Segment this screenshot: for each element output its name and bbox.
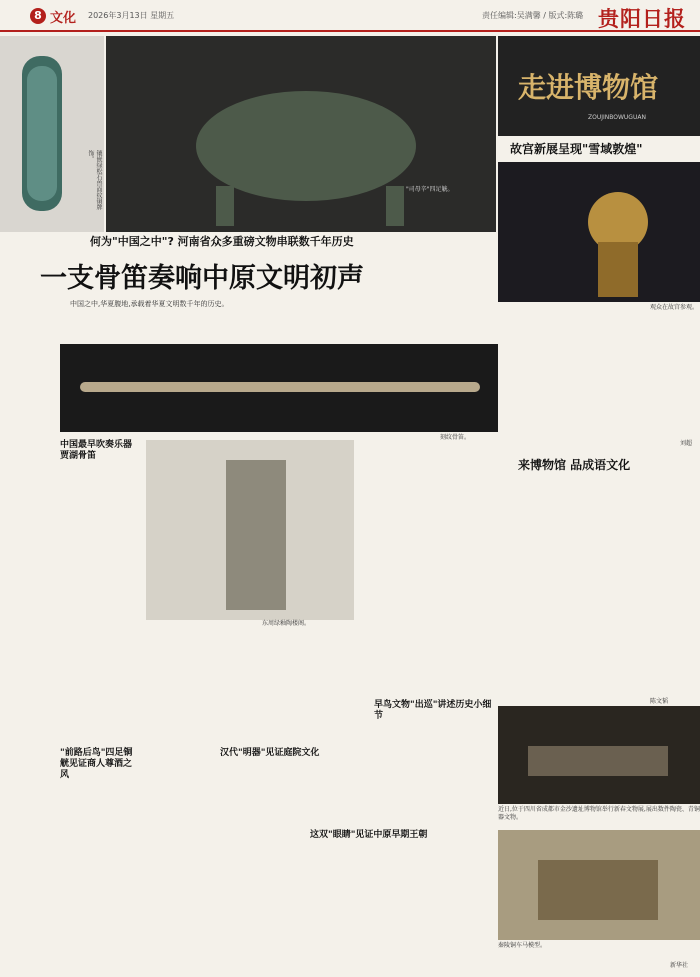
bronze-cart-photo xyxy=(498,706,700,804)
page-number: 8 xyxy=(30,8,46,24)
story1-body xyxy=(498,318,700,438)
bronze-vessel-image xyxy=(106,36,496,232)
cart-model-image xyxy=(498,706,700,804)
page-header xyxy=(0,0,700,32)
main-lead: 中国之中,华夏腹地,承载着华夏文明数千年的历史。 xyxy=(70,300,229,308)
caption-bone-flute: 刻纹骨笛。 xyxy=(440,434,471,441)
story1-headline: 故宫新展呈现"雪域敦煌" xyxy=(510,142,643,156)
issue-date: 2026年3月13日 星期五 xyxy=(88,11,175,20)
caption-artifact-right: "司母辛"四足觥。 xyxy=(406,186,454,193)
editor-credits: 责任编辑:吴满馨 / 版式:陈璐 xyxy=(482,11,584,20)
pottery-model-photo xyxy=(146,440,354,620)
subhead-3: 汉代"明器"见证庭院文化 xyxy=(220,748,320,758)
main-headline: 一支骨笛奏响中原文明初声 xyxy=(40,263,364,294)
story3-byline: 新华社 xyxy=(670,962,689,969)
caption-dunhuang: 观众在故宫参观。 xyxy=(650,304,699,311)
story1-byline: 刘超 xyxy=(680,440,693,447)
story2-body xyxy=(498,478,700,698)
subhead-2: "前路后鸟"四足铜觥见证商人尊酒之风 xyxy=(60,748,133,780)
column-title-en: ZOUJINBOWUGUAN xyxy=(588,114,646,121)
caption-bronze-cart: 秦陵铜车马模型。 xyxy=(498,942,547,949)
left-column-body xyxy=(60,466,140,956)
column-title: 走进博物馆 xyxy=(518,71,659,104)
newspaper-logo: 贵阳日报 xyxy=(598,6,686,31)
subhead-1: 中国最早吹奏乐器贾湖骨笛 xyxy=(60,440,133,461)
pavilion-model-image xyxy=(498,830,700,940)
subhead-4: 这双"眼睛"见证中原早期王朝 xyxy=(310,830,428,840)
bone-flute-photo xyxy=(60,344,498,432)
buddhist-statue-image xyxy=(498,162,700,302)
section-name: 文化 xyxy=(50,11,77,26)
story2-byline: 陈文韬 xyxy=(650,698,669,705)
middle-column-body xyxy=(146,632,354,962)
story3-headline: 早鸟文物"出巡"讲述历史小细节 xyxy=(374,700,492,721)
caption-pottery: 东周绿釉陶楼阁。 xyxy=(262,620,311,627)
bone-flute-image xyxy=(60,344,498,432)
artifact-photo-right xyxy=(106,36,496,232)
story2-headline: 来博物馆 品成语文化 xyxy=(518,458,631,472)
dunhuang-photo xyxy=(498,162,700,302)
main-kicker: 何为"中国之中"? 河南省众多重磅文物串联数千年历史 xyxy=(90,235,354,248)
museum-column-banner xyxy=(498,36,700,136)
pavilion-photo xyxy=(498,830,700,940)
story3-photo-caption: 近日,位于四川省成都市金沙遗址博物馆举行新春文物展,展出数件陶瓷、青铜器文物。 xyxy=(498,806,700,821)
pottery-tower-image xyxy=(146,440,354,620)
caption-artifact-left: 镶嵌绿松石兽面纹铜牌饰。 xyxy=(87,150,102,210)
